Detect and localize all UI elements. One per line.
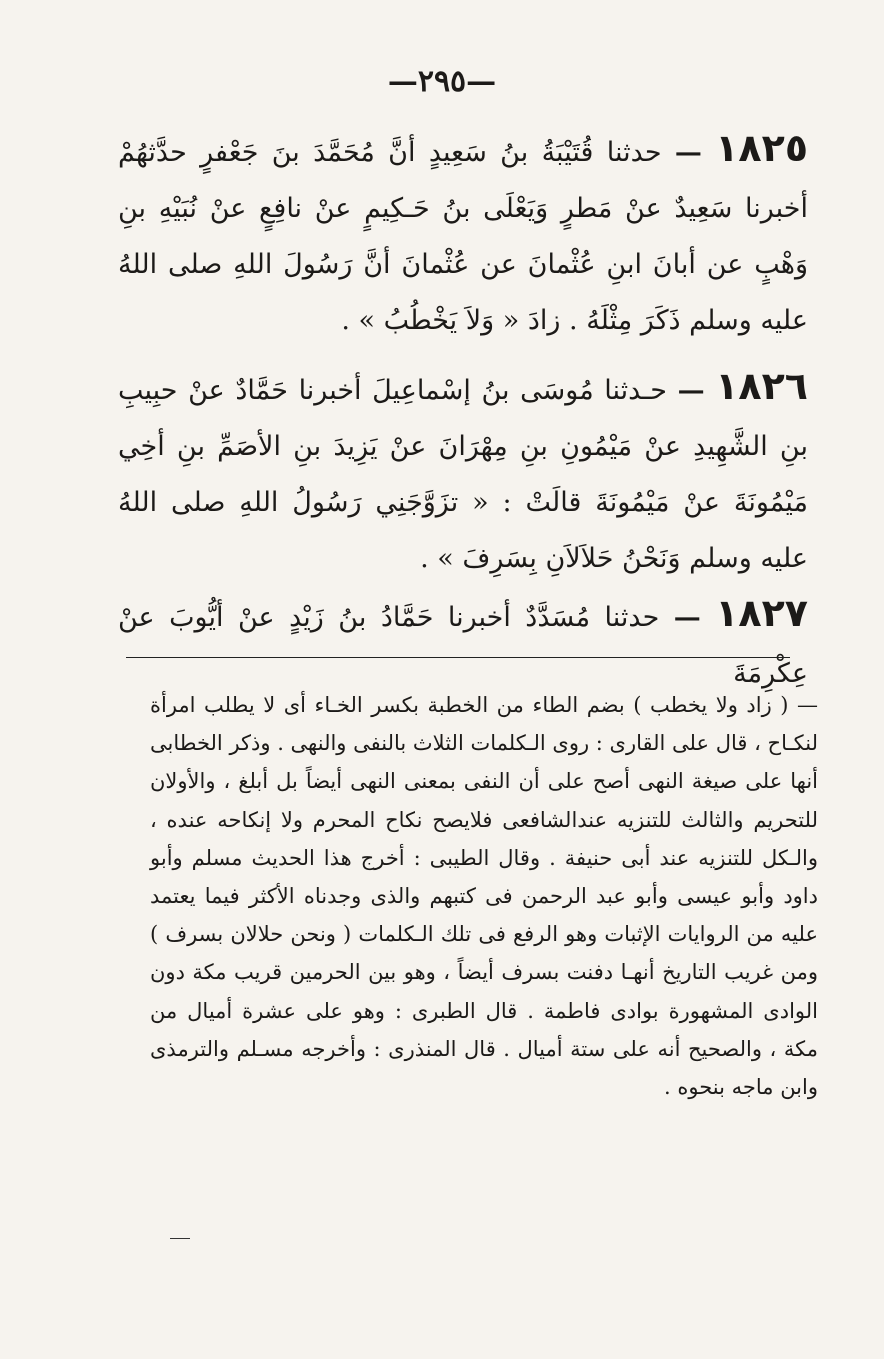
hadith-1825 (118, 120, 808, 349)
hadith-number: ١٨٢٥ (715, 126, 809, 170)
hadith-dash: — (674, 137, 702, 168)
hadith-1826 (118, 358, 808, 587)
hadith-number: ١٨٢٧ (715, 591, 808, 635)
hadith-text: حـدثنا مُوسَى بنُ إسْماعِيلَ أخبرنا حَمَّادٌ عنْ حبِيبِ بنِ الشَّهِيدِ عنْ مَيْمُونِ بنِ مِهْرَانَ عنْ يَزِيدَ بنِ الأصَمِّ بنِ أخِي مَيْمُونَةَ عنْ مَيْمُونَةَ قالَتْ : « تزَوَّجَنِي رَسُولُ اللهِ صلى اللهُ عليه وسلم وَنَحْنُ حَلاَلاَنِ بِسَرِفَ » . (118, 375, 808, 574)
hadith-text: حدثنا قُتَيْبَةُ بنُ سَعِيدٍ أنَّ مُحَمَّدَ بنَ جَعْفرٍ حدَّثهُمْ أخبرنا سَعِيدٌ عنْ مَطرٍ وَيَعْلَى بنُ حَـكِيمٍ عنْ نافِعٍ عنْ نُبَيْهِ بنِ وَهْبٍ عن أبانَ ابنِ عُثْمانَ عن عُثْمانَ أنَّ رَسُولَ اللهِ صلى اللهُ عليه وسلم ذَكَرَ مِثْلَهُ . زادَ « وَلاَ يَخْطُبُ » . (118, 137, 808, 336)
hadith-number: ١٨٢٦ (715, 364, 808, 408)
footnote: — ( زاد ولا يخطب ) بضم الطاء من الخطبة بكسر الخـاء أى لا يطلب امرأة لنكـاح ، قال على القارى : روى الـكلمات الثلاث بالنفى والنهى . وذكر الخطابى أنها على صيغة النهى أصح على أن النفى بمعنى النهى أيضاً بل أبلغ ، والأولان للتحريم والثالث للتنزيه عندالشافعى فلايصح نكاح المحرم ولا إنكاحه عنده ، والـكل للتنزيه عند أبى حنيفة . وقال الطيبى : أخرج هذا الحديث مسلم وأبو داود وأبو عيسى وأبو عبد الرحمن فى كتبهم والذى وجدناه الأكثر فيما يعتمد عليه من الروايات الإثبات وهو الرفع فى تلك الـكلمات ( ونحن حلالان بسرف ) ومن غريب التاريخ أنهـا دفنت بسرف أيضاً ، وهو بين الحرمين قريب مكة دون الوادى المشهورة بوادى فاطمة . قال الطبرى : وهو على عشرة أميال من مكة ، والصحيح أنه على ستة أميال . قال المنذرى : وأخرجه مسـلم والترمذى وابن ماجه بنحوه . (150, 693, 818, 1100)
footnote-divider (126, 657, 790, 658)
hadith-text: حدثنا مُسَدَّدٌ أخبرنا حَمَّادُ بنُ زَيْدٍ عنْ أيُّوبَ عنْ عِكْرِمَةَ (118, 602, 808, 689)
hadith-1827 (118, 585, 808, 702)
hadith-dash: — (677, 375, 705, 406)
page-number: —٢٩٥— (387, 64, 497, 99)
footnote-end-mark (170, 1238, 190, 1239)
hadith-dash: — (673, 602, 701, 633)
